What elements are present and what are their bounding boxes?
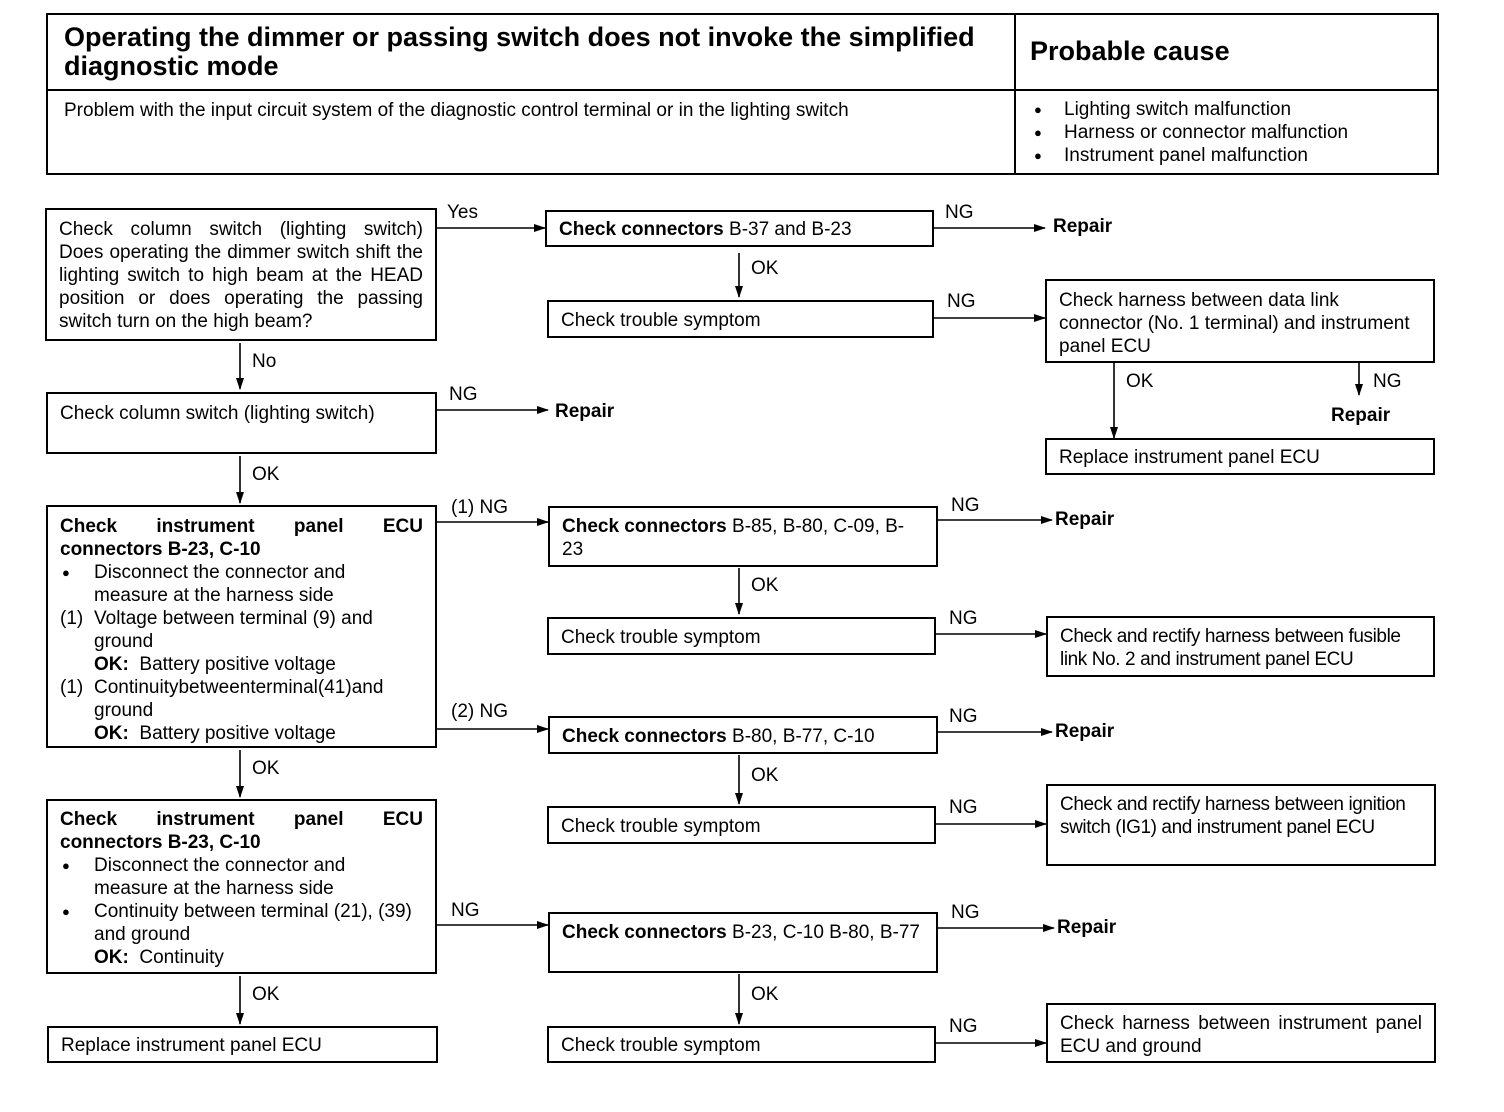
rectify-fusible-link-box xyxy=(1046,616,1435,677)
harness-ground-text: Check harness between instrument panel ECU and ground xyxy=(1060,1013,1422,1057)
check-connectors-box-c xyxy=(548,716,938,754)
page-title: Operating the dimmer or passing switch does not invoke the simplified diagnostic mode xyxy=(64,22,975,81)
ok-line xyxy=(60,722,423,745)
label-ng: NG xyxy=(949,706,978,727)
label-ng: NG xyxy=(451,900,480,921)
connectors-bold: Check connectors xyxy=(559,219,724,240)
repair-label: Repair xyxy=(1055,509,1115,530)
replace-ecu-box-left xyxy=(47,1026,438,1063)
label-ok: OK xyxy=(252,464,280,485)
label-ok: OK xyxy=(751,984,779,1005)
ecu-check-title-2 xyxy=(60,808,423,831)
repair-label: Repair xyxy=(1053,216,1113,237)
ok-line xyxy=(60,946,423,969)
repair-label: Repair xyxy=(1055,721,1115,742)
cause-item: ● Instrument panel malfunction xyxy=(1030,144,1423,167)
connectors-list: B-37 and B-23 xyxy=(729,219,852,240)
check-column-switch-text: Check column switch (lighting switch) xyxy=(60,403,375,424)
label-ok: OK xyxy=(751,575,779,596)
ecu-title-b: connectors B-23, C-10 xyxy=(60,832,261,853)
ok-label: OK: xyxy=(94,723,129,744)
label-yes: Yes xyxy=(447,202,478,223)
label-ng: NG xyxy=(949,797,978,818)
ecu-steps-1 xyxy=(60,561,423,653)
replace-ecu-text: Replace instrument panel ECU xyxy=(61,1035,322,1056)
cause-heading: Probable cause xyxy=(1030,36,1230,66)
rectify-fusible-link-text: Check and rectify harness between fusible link No. 2 and instrument panel ECU xyxy=(1060,626,1401,670)
ecu-steps-1b xyxy=(60,676,423,722)
label-ok: OK xyxy=(252,984,280,1005)
rectify-ignition-box xyxy=(1046,784,1436,866)
label-ng: NG xyxy=(951,495,980,516)
repair-label: Repair xyxy=(1057,917,1117,938)
cause-item: ● Harness or connector malfunction xyxy=(1030,121,1423,144)
rectify-ignition-text: Check and rectify harness between ignition switch (IG1) and instrument panel ECU xyxy=(1060,794,1406,838)
step-item: (1) Voltage between terminal (9) and ground xyxy=(60,607,423,653)
step-bullet: ● Disconnect the connector and measure at the harness side xyxy=(60,854,423,900)
question-text: Check column switch (lighting switch) Does operating the dimmer switch shift the lighting switch to high beam at the HEAD position or does operating the passing switch turn on the high beam? xyxy=(59,219,423,332)
step-bullet: ● Continuity between terminal (21), (39) and ground xyxy=(60,900,423,946)
label-ng: NG xyxy=(449,384,478,405)
check-column-switch-box xyxy=(46,392,437,454)
label-ng: NG xyxy=(947,291,976,312)
trouble-symptom-text: Check trouble symptom xyxy=(561,816,761,837)
label-ng: NG xyxy=(945,202,974,223)
trouble-symptom-box-a xyxy=(547,300,934,338)
trouble-symptom-text: Check trouble symptom xyxy=(561,310,761,331)
label-ng: NG xyxy=(951,902,980,923)
label-ok: OK xyxy=(1126,371,1154,392)
trouble-symptom-box-c xyxy=(547,806,936,844)
connectors-list: B-80, B-77, C-10 xyxy=(732,726,875,747)
ok-value: Battery positive voltage xyxy=(139,654,336,675)
trouble-symptom-text: Check trouble symptom xyxy=(561,627,761,648)
step-bullet: ● Disconnect the connector and measure at the harness side xyxy=(60,561,423,607)
label-ng: NG xyxy=(949,608,978,629)
label-ng: NG xyxy=(1373,371,1402,392)
check-connectors-box-b xyxy=(548,506,938,567)
trouble-symptom-box-d xyxy=(547,1026,936,1063)
ecu-steps-2 xyxy=(60,854,423,946)
connectors-bold: Check connectors xyxy=(562,516,727,537)
connectors-bold: Check connectors xyxy=(562,922,727,943)
replace-ecu-text: Replace instrument panel ECU xyxy=(1059,447,1320,468)
label-ok: OK xyxy=(751,765,779,786)
ecu-check-box-2 xyxy=(46,799,437,974)
ecu-title-a: Check instrument panel ECU xyxy=(60,516,423,537)
question-box-column-switch xyxy=(45,208,437,341)
connectors-bold: Check connectors xyxy=(562,726,727,747)
problem-description: Problem with the input circuit system of the diagnostic control terminal or in the lighting switch xyxy=(64,100,849,121)
ecu-check-box-1 xyxy=(46,505,437,748)
label-ok: OK xyxy=(252,758,280,779)
ok-value: Battery positive voltage xyxy=(139,723,336,744)
step-item: (1) Continuitybetweenterminal(41)and ground xyxy=(60,676,423,722)
ecu-title-a: Check instrument panel ECU xyxy=(60,809,423,830)
label-ng-2: (2) NG xyxy=(451,701,508,722)
label-ng-1: (1) NG xyxy=(451,497,508,518)
label-no: No xyxy=(252,351,277,372)
trouble-symptom-text: Check trouble symptom xyxy=(561,1035,761,1056)
repair-label: Repair xyxy=(555,401,615,422)
ok-label: OK: xyxy=(94,654,129,675)
cause-item: ● Lighting switch malfunction xyxy=(1030,98,1423,121)
trouble-symptom-box-b xyxy=(547,617,936,655)
ecu-check-title-1 xyxy=(60,515,423,538)
connectors-list: B-85, B-80, C-09, B-23 xyxy=(562,516,905,560)
ok-value: Continuity xyxy=(139,947,224,968)
check-connectors-box-a xyxy=(545,210,934,247)
replace-ecu-box-right xyxy=(1045,438,1435,475)
connectors-list: B-23, C-10 B-80, B-77 xyxy=(732,922,920,943)
harness-ground-box xyxy=(1046,1003,1436,1063)
harness-data-link-text: Check harness between data link connector (No. 1 terminal) and instrument panel ECU xyxy=(1059,290,1410,357)
harness-data-link-box xyxy=(1045,279,1435,363)
label-ng: NG xyxy=(949,1016,978,1037)
ecu-title-b: connectors B-23, C-10 xyxy=(60,539,261,560)
repair-label: Repair xyxy=(1331,405,1391,426)
check-connectors-box-d xyxy=(548,912,938,973)
label-ok: OK xyxy=(751,258,779,279)
ok-line xyxy=(60,653,423,676)
ok-label: OK: xyxy=(94,947,129,968)
